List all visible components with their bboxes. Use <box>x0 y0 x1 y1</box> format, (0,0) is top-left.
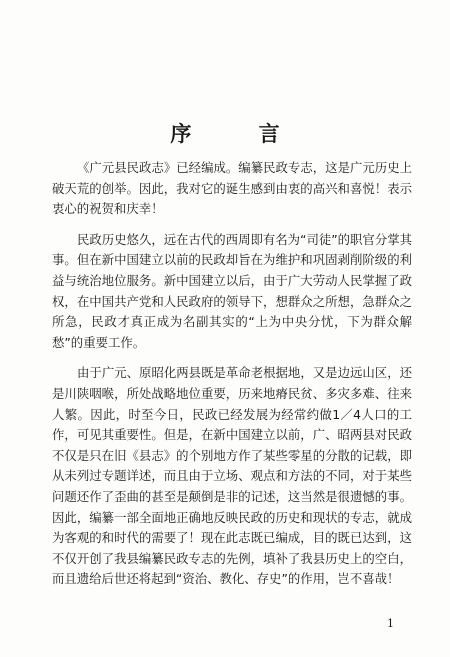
paragraph-1: 《广元县民政志》已经编成。编纂民政专志，这是广元历史上破天荒的创举。因此，我对它的诞生感到由衷的高兴和喜悦！表示衷心的祝贺和庆幸！ <box>52 160 412 217</box>
paragraph-2: 民政历史悠久，远在古代的西周即有名为“司徒”的职官分掌其事。但在新中国建立以前的民政却旨在为维护和巩固剥削阶级的利益与统治地位服务。新中国建立以后，由于广大劳动人民掌握了政权，在中国共产党和人民政府的领导下，想群众之所想，急群众之所急，民政才真正成为名副其实的“上为中央分忧，下为群众解愁”的重要工作。 <box>52 231 412 350</box>
body-text <box>52 158 412 600</box>
page-number: 1 <box>387 617 394 630</box>
paragraph-3: 由于广元、原昭化两县既是革命老根据地，又是边远山区，还是川陕咽喉，所处战略地位重要，历来地瘠民贫、多灾多难、往来人繁。因此，时至今日，民政已经发展为经常约做1／4人口的工作，可见其重要性。但是，在新中国建立以前，广、昭两县对民政不仅是只在旧《县志》的个别地方作了某些零星的分散的记载，即从未列过专题详述，而且由于立场、观点和方法的不同，对于某些问题还作了歪曲的甚至是颠倒是非的记述，这当然是很遗憾的事。因此，编纂一部全面地正确地反映民政的历史和现状的专志，就成为客观的和时代的需要了！现在此志既已编成，目的既已达到，这不仅开创了我县编纂民政专志的先例，填补了我县历史上的空白，而且遗给后世还将起到“资治、教化、存史”的作用，岂不喜哉！ <box>52 365 412 587</box>
page-title: 序 言 <box>170 122 310 146</box>
